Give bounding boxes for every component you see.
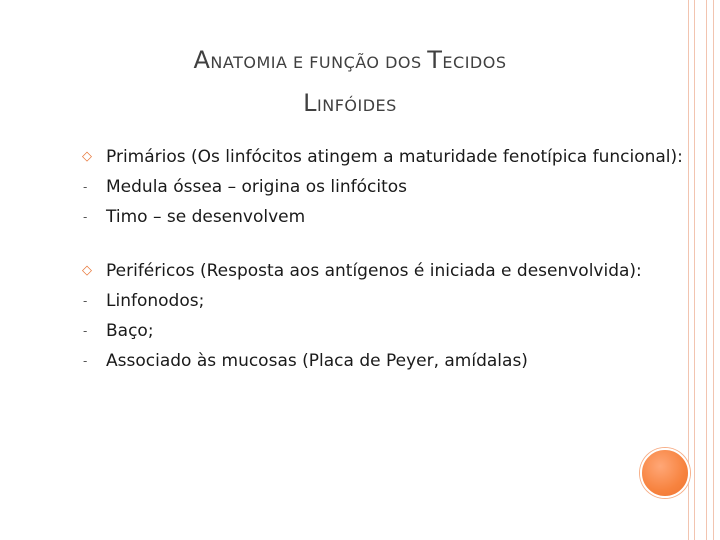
dash-icon: - — [83, 180, 88, 194]
title-initial: L — [303, 89, 318, 117]
sub-item — [83, 349, 686, 373]
bullet-heading: Primários (Os linfócitos atingem a maturidade fenotípica funcional): — [106, 147, 683, 167]
dash-icon: - — [83, 324, 88, 338]
sub-item — [83, 175, 686, 199]
sub-item-text: Timo – se desenvolvem — [106, 207, 306, 227]
right-edge-decoration — [688, 0, 714, 540]
edge-line — [694, 0, 695, 540]
dash-icon: - — [83, 294, 88, 308]
edge-line — [706, 0, 707, 540]
title-line-2 — [100, 83, 600, 126]
diamond-outline-icon: ◇ — [82, 149, 92, 164]
bullet-heading: Periféricos (Resposta aos antígenos é iniciada e desenvolvida): — [106, 261, 642, 281]
slide-title — [100, 40, 600, 126]
title-text: INFÓIDES — [317, 96, 397, 115]
dash-icon: - — [83, 210, 88, 224]
sub-item-text: Linfonodos; — [106, 291, 205, 311]
bullet-item — [82, 259, 686, 283]
sub-item-text: Baço; — [106, 321, 154, 341]
sub-item — [83, 205, 686, 229]
title-initial: T — [427, 46, 443, 74]
title-text: NATOMIA E FUNÇÃO DOS — [210, 53, 428, 72]
orange-circle-decoration — [640, 448, 690, 498]
diamond-outline-icon: ◇ — [82, 263, 92, 278]
slide-content — [82, 145, 686, 373]
title-line-1 — [100, 40, 600, 83]
sub-item — [83, 319, 686, 343]
title-text: ECIDOS — [442, 53, 507, 72]
sub-item — [83, 289, 686, 313]
sub-item-text: Medula óssea – origina os linfócitos — [106, 177, 408, 197]
sub-item-text: Associado às mucosas (Placa de Peyer, amídalas) — [106, 351, 528, 371]
bullet-item — [82, 145, 686, 169]
title-initial: A — [193, 46, 211, 74]
dash-icon: - — [83, 354, 88, 368]
